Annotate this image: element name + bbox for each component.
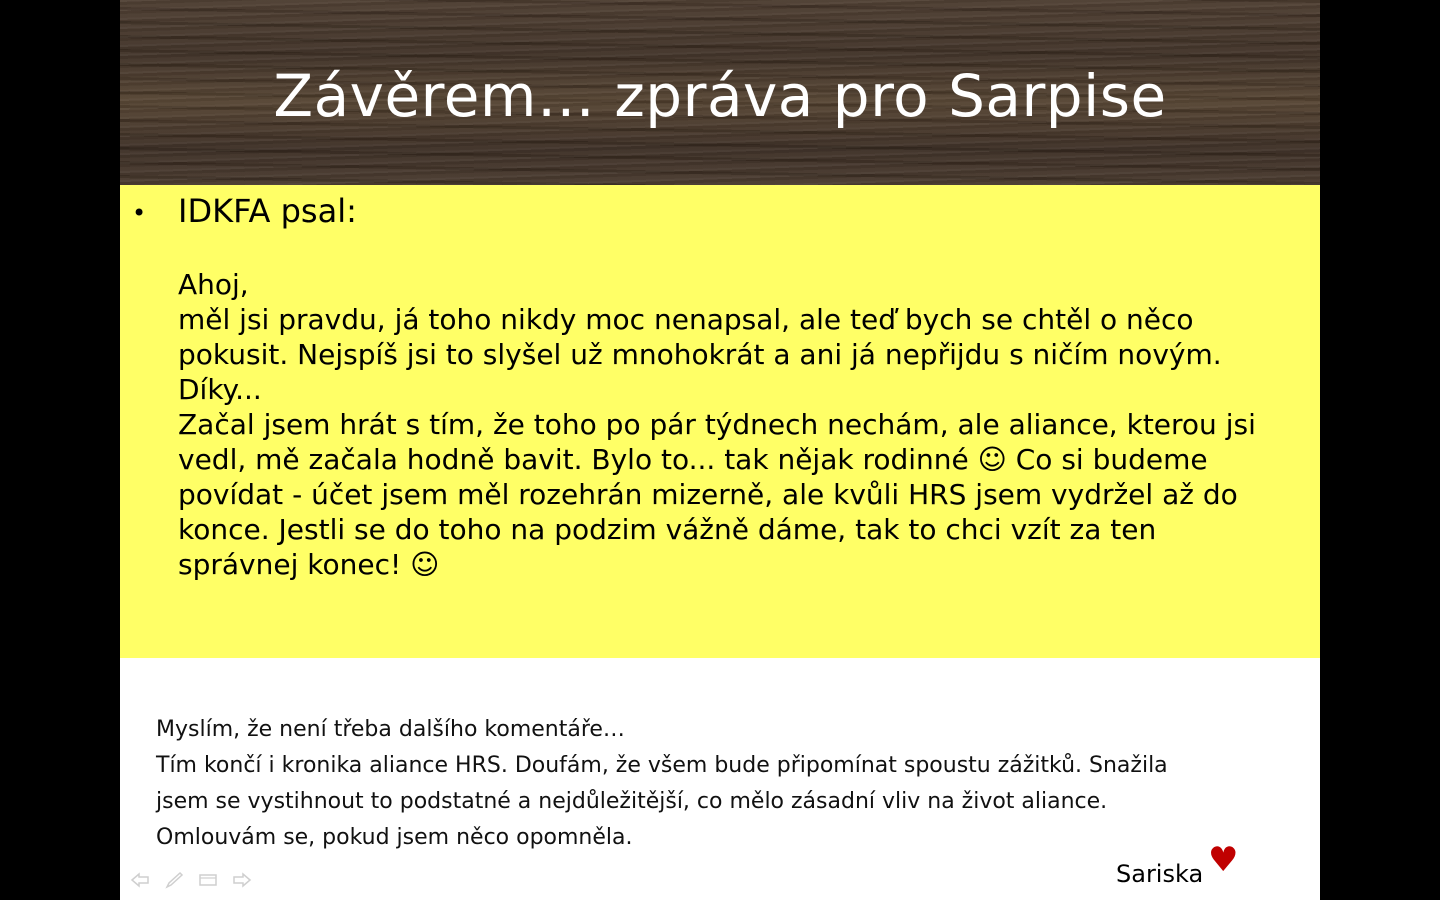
slide-title: Závěrem… zpráva pro Sarpise [273,62,1167,130]
quote-line: správnej konec! ☺ [178,548,440,581]
quote-line: měl jsi pravdu, já toho nikdy moc nenapsal, ale teď bych se chtěl o něco [178,303,1194,336]
closing-line: jsem se vystihnout to podstatné a nejdůležitější, co mělo zásadní vliv na život aliance. [156,789,1108,814]
arrow-left-icon[interactable] [128,868,152,892]
quote-heading: IDKFA psal: [178,192,357,230]
quote-line: pokusit. Nejspíš jsi to slyšel už mnohokrát a ani já nepřijdu s ničím novým. [178,338,1222,371]
quote-line: Začal jsem hrát s tím, že toho po pár týdnech nechám, ale aliance, kterou jsi [178,408,1256,441]
bullet-icon: • [132,199,147,227]
quote-line: povídat - účet jsem měl rozehrán mizerně, ale kvůli HRS jsem vydržel až do [178,478,1238,511]
quote-line: vedl, mě začala hodně bavit. Bylo to... tak nějak rodinné ☺ Co si budeme [178,443,1208,476]
quote-line: Díky... [178,373,262,406]
slideshow-nav [128,868,254,892]
slide-menu-icon[interactable] [196,868,220,892]
pen-icon[interactable] [162,868,186,892]
quote-line: Ahoj, [178,268,249,301]
signature: Sariska [1116,860,1204,888]
quote-body [178,267,1313,582]
quote-box [120,185,1320,658]
closing-line: Omlouvám se, pokud jsem něco opomněla. [156,825,633,850]
closing-line: Myslím, že není třeba dalšího komentáře… [156,717,625,742]
closing-text [156,712,1296,856]
arrow-right-icon[interactable] [230,868,254,892]
presentation-slide [120,0,1320,900]
quote-line: konce. Jestli se do toho na podzim vážně dáme, tak to chci vzít za ten [178,513,1157,546]
heart-icon: ♥ [1208,840,1239,880]
title-banner [120,0,1320,185]
closing-line: Tím končí i kronika aliance HRS. Doufám, že všem bude připomínat spoustu zážitků. Snažila [156,753,1168,778]
